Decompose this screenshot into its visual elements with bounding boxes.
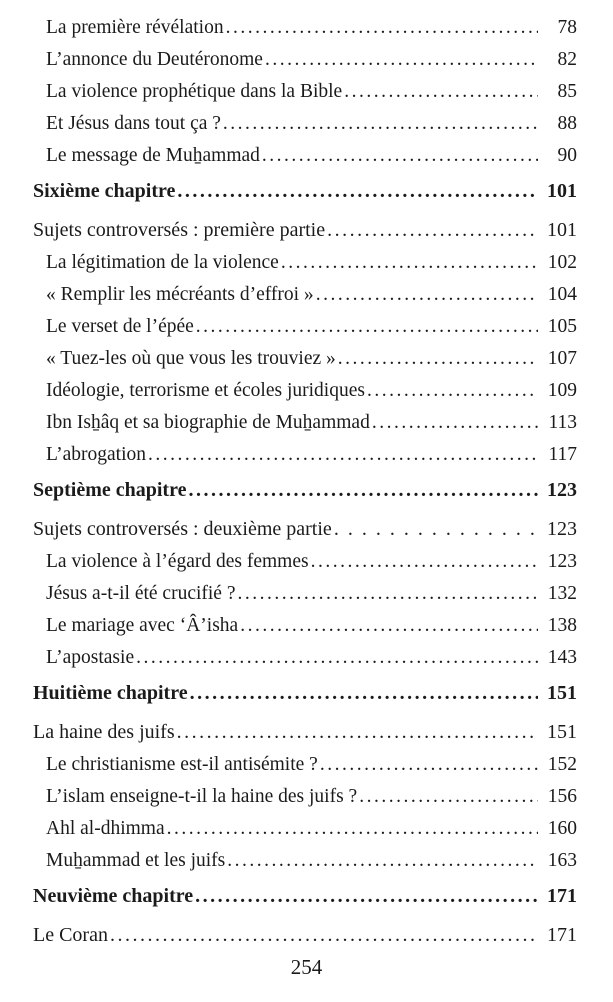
toc-entry-page: 123 xyxy=(547,479,577,501)
toc-entry-page: 151 xyxy=(547,721,577,743)
toc-entry-sub xyxy=(33,845,577,877)
toc-entry-label: L’islam enseigne-t-il la haine des juifs ? xyxy=(46,786,358,807)
toc-entry-label: Et Jésus dans tout ça ? xyxy=(46,113,221,134)
toc-entry-page: 138 xyxy=(547,615,577,636)
dot-leader xyxy=(367,375,538,407)
toc-entry-sub xyxy=(33,44,577,76)
toc-entry-page: 151 xyxy=(547,682,577,704)
toc-entry-page: 104 xyxy=(547,284,577,305)
toc-entry-sub xyxy=(33,108,577,140)
dot-leader xyxy=(177,175,538,207)
toc-entry-sub xyxy=(33,12,577,44)
toc-entry-label: Idéologie, terrorisme et écoles juridiques xyxy=(46,380,365,401)
toc-entry-sub xyxy=(33,781,577,813)
toc-entry-sub xyxy=(33,578,577,610)
toc-entry-label: Le mariage avec ‘Â’isha xyxy=(46,615,239,636)
toc-entry-label: Neuvième chapitre xyxy=(33,885,194,907)
toc-entry-label: La violence prophétique dans la Bible xyxy=(46,81,343,102)
toc-entry-label: La haine des juifs xyxy=(33,721,175,743)
toc-entry-label: La violence à l’égard des femmes xyxy=(46,551,309,572)
toc-entry-label: Ahl al-dhimma xyxy=(46,818,165,839)
page-number: 254 xyxy=(290,955,323,979)
toc-entry-section xyxy=(33,716,577,748)
dot-leader xyxy=(262,140,538,172)
dot-leader xyxy=(316,279,538,311)
toc-entry-page: 113 xyxy=(548,412,577,433)
toc-entry-label: L’abrogation xyxy=(46,444,147,465)
toc-entry-label: Le Coran xyxy=(33,924,108,946)
toc-entry-page: 90 xyxy=(557,145,577,166)
toc-list xyxy=(33,12,577,951)
toc-entry-sub xyxy=(33,642,577,674)
toc-entry-label: Le verset de l’épée xyxy=(46,316,194,337)
toc-entry-label: Septième chapitre xyxy=(33,479,187,501)
dot-leader xyxy=(281,247,538,279)
toc-entry-section xyxy=(33,214,577,246)
toc-entry-chapter xyxy=(33,175,577,207)
dot-leader xyxy=(334,513,538,545)
dot-leader xyxy=(327,214,538,246)
toc-entry-label: Le message de Muẖammad xyxy=(46,145,260,166)
dot-leader xyxy=(311,546,538,578)
toc-entry-label: « Remplir les mécréants d’effroi » xyxy=(46,284,314,305)
toc-entry-page: 132 xyxy=(547,583,577,604)
toc-entry-section xyxy=(33,919,577,951)
dot-leader xyxy=(195,880,538,912)
dot-leader xyxy=(177,716,538,748)
toc-entry-sub xyxy=(33,610,577,642)
toc-entry-label: Sujets controversés : première partie xyxy=(33,219,326,241)
dot-leader xyxy=(338,343,538,375)
toc-entry-chapter xyxy=(33,474,577,506)
toc-entry-page: 105 xyxy=(547,316,577,337)
dot-leader xyxy=(227,845,538,877)
toc-entry-sub xyxy=(33,813,577,845)
toc-entry-sub xyxy=(33,76,577,108)
toc-entry-page: 152 xyxy=(547,754,577,775)
toc-entry-page: 156 xyxy=(547,786,577,807)
dot-leader xyxy=(190,677,538,709)
toc-entry-sub xyxy=(33,375,577,407)
toc-entry-page: 163 xyxy=(547,850,577,871)
toc-entry-page: 171 xyxy=(547,885,577,907)
toc-entry-chapter xyxy=(33,880,577,912)
toc-entry-page: 101 xyxy=(547,219,577,241)
toc-entry-sub xyxy=(33,407,577,439)
toc-entry-label: L’apostasie xyxy=(46,647,135,668)
toc-entry-page: 143 xyxy=(547,647,577,668)
toc-entry-page: 160 xyxy=(547,818,577,839)
toc-entry-page: 107 xyxy=(547,348,577,369)
dot-leader xyxy=(226,12,538,44)
toc-entry-page: 123 xyxy=(547,551,577,572)
toc-entry-label: « Tuez-les où que vous les trouviez » xyxy=(46,348,336,369)
toc-entry-page: 171 xyxy=(547,924,577,946)
dot-leader xyxy=(240,610,538,642)
dot-leader xyxy=(110,919,538,951)
toc-entry-page: 109 xyxy=(547,380,577,401)
dot-leader xyxy=(372,407,538,439)
toc-entry-label: Ibn Isẖâq et sa biographie de Muẖammad xyxy=(46,412,370,433)
toc-entry-sub xyxy=(33,546,577,578)
toc-entry-label: Muẖammad et les juifs xyxy=(46,850,226,871)
dot-leader xyxy=(223,108,538,140)
toc-entry-label: La légitimation de la violence xyxy=(46,252,279,273)
toc-entry-chapter xyxy=(33,677,577,709)
dot-leader xyxy=(196,311,538,343)
dot-leader xyxy=(238,578,539,610)
toc-entry-page: 102 xyxy=(547,252,577,273)
toc-entry-sub xyxy=(33,140,577,172)
dot-leader xyxy=(189,474,539,506)
toc-entry-page: 101 xyxy=(547,180,577,202)
dot-leader xyxy=(136,642,538,674)
toc-entry-label: Le christianisme est-il antisémite ? xyxy=(46,754,318,775)
dot-leader xyxy=(359,781,538,813)
toc-entry-sub xyxy=(33,749,577,781)
toc-entry-page: 88 xyxy=(557,113,577,134)
toc-entry-label: La première révélation xyxy=(46,17,224,38)
toc-entry-sub xyxy=(33,279,577,311)
toc-entry-label: Sixième chapitre xyxy=(33,180,176,202)
toc-entry-label: Huitième chapitre xyxy=(33,682,188,704)
toc-entry-sub xyxy=(33,247,577,279)
toc-entry-sub xyxy=(33,439,577,471)
toc-entry-sub xyxy=(33,311,577,343)
toc-entry-page: 117 xyxy=(548,444,577,465)
toc-entry-page: 82 xyxy=(557,49,577,70)
toc-entry-label: Sujets controversés : deuxième partie xyxy=(33,518,332,540)
toc-entry-sub xyxy=(33,343,577,375)
dot-leader xyxy=(265,44,538,76)
toc-entry-page: 78 xyxy=(557,17,577,38)
toc-entry-page: 123 xyxy=(547,518,577,540)
dot-leader xyxy=(320,749,538,781)
toc-entry-label: Jésus a-t-il été crucifié ? xyxy=(46,583,236,604)
dot-leader xyxy=(344,76,538,108)
dot-leader xyxy=(167,813,538,845)
dot-leader xyxy=(148,439,538,471)
toc-entry-label: L’annonce du Deutéronome xyxy=(46,49,263,70)
toc-entry-page: 85 xyxy=(557,81,577,102)
toc-entry-section xyxy=(33,513,577,545)
